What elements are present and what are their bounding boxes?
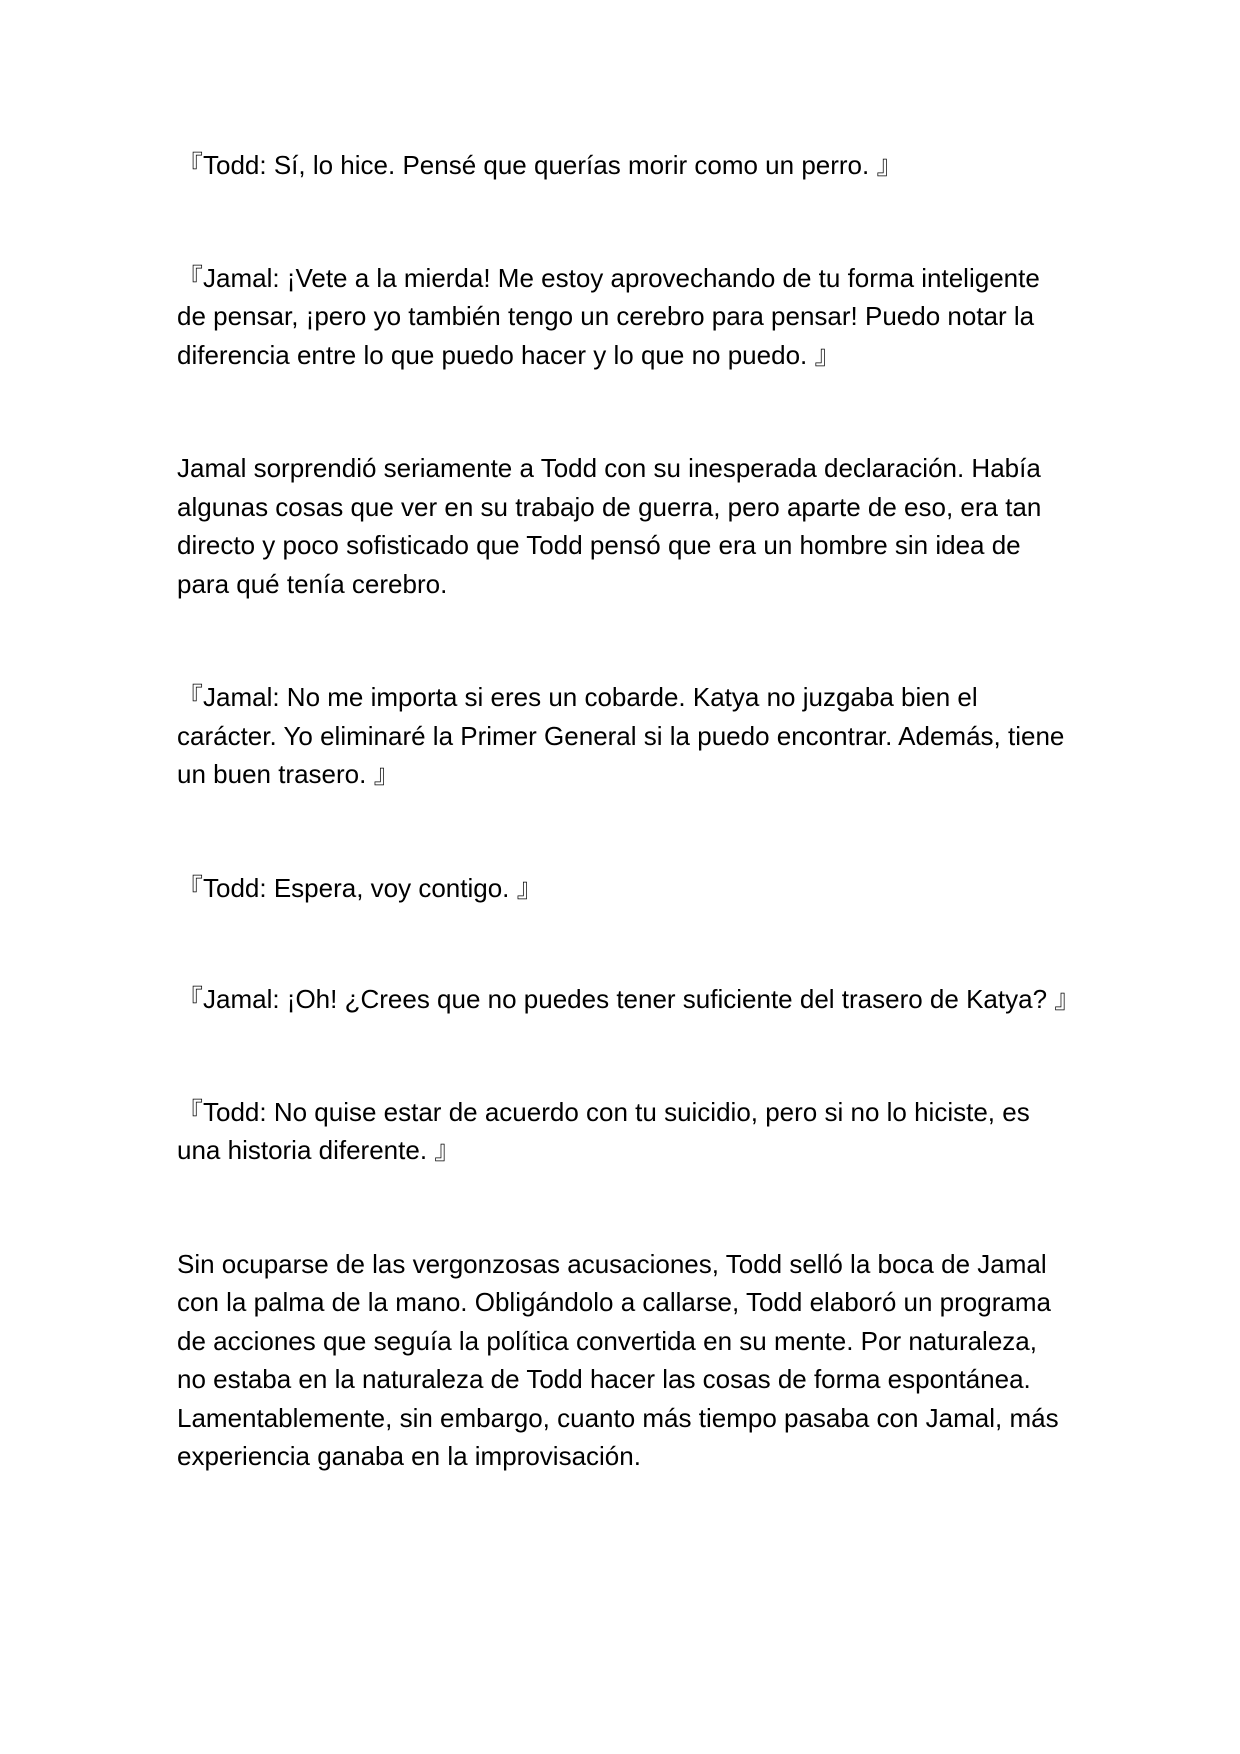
- paragraph-dialogue-jamal-2: 『Jamal: No me importa si eres un cobarde. Katya no juzgaba bien el carácter. Yo eliminaré la Primer General si la puedo encontrar. Además, tiene un buen trasero. 』: [177, 682, 1065, 789]
- paragraph-dialogue-todd-1: 『Todd: Sí, lo hice. Pensé que querías morir como un perro. 』: [177, 150, 903, 180]
- paragraph-dialogue-jamal-1: 『Jamal: ¡Vete a la mierda! Me estoy aprovechando de tu forma inteligente de pensar, ¡pero yo también tengo un cerebro para pensar! Puedo notar la diferencia entre lo que puedo hacer y lo que no puedo. 』: [177, 262, 1040, 370]
- paragraph-narration-1: Jamal sorprendió seriamente a Todd con su inesperada declaración. Había algunas cosas que ver en su trabajo de guerra, pero aparte de eso, era tan directo y poco sofisticado que Todd pensó que era un hombre sin idea de para qué tenía cerebro.: [177, 453, 1042, 599]
- paragraph-dialogue-todd-3: 『Todd: No quise estar de acuerdo con tu suicidio, pero si no lo hiciste, es una historia diferente. 』: [177, 1096, 1030, 1165]
- document-body: [177, 146, 1081, 1551]
- paragraph-dialogue-jamal-3: 『Jamal: ¡Oh! ¿Crees que no puedes tener suficiente del trasero de Katya? 』: [177, 984, 1081, 1014]
- paragraph-narration-2: Sin ocuparse de las vergonzosas acusaciones, Todd selló la boca de Jamal con la palma de la mano. Obligándolo a callarse, Todd elaboró un programa de acciones que seguía la política convertida en su mente. Por naturaleza, no estaba en la naturaleza de Todd hacer las cosas de forma espontánea. Lamentablemente, sin embargo, cuanto más tiempo pasaba con Jamal, más experiencia ganaba en la improvisación.: [177, 1248, 1059, 1471]
- paragraph-dialogue-todd-2: 『Todd: Espera, voy contigo. 』: [177, 872, 543, 903]
